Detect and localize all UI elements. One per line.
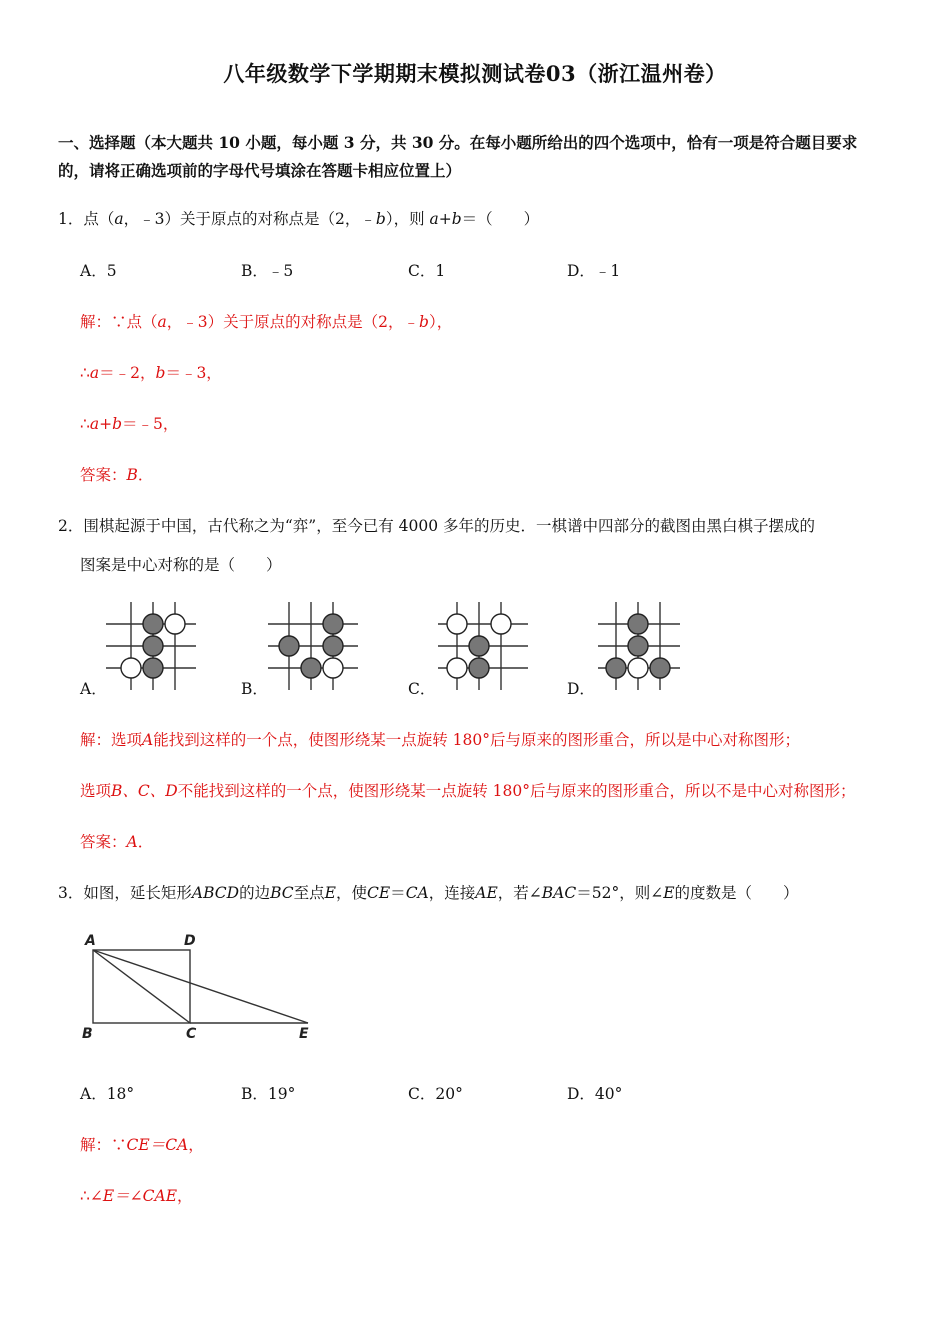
black-stone xyxy=(143,614,163,634)
q2-label-c: C． xyxy=(408,680,436,698)
q2-label-a: A． xyxy=(80,680,107,698)
black-stone xyxy=(143,636,163,656)
black-stone xyxy=(323,614,343,634)
go-figure-d xyxy=(592,600,692,692)
question-2-stem-line1: 2．围棋起源于中国，古代称之为“弈”，至今已有 4000 多年的历史．一棋谱中四部分的截图由黑白棋子摆成的 xyxy=(58,517,816,535)
q3-option-c: C．20° xyxy=(408,1085,463,1103)
white-stone xyxy=(447,614,467,634)
segment-ae xyxy=(93,950,308,1023)
q3-solution-line1: 解：∵CE＝CA， xyxy=(80,1136,204,1154)
white-stone xyxy=(491,614,511,634)
black-stone xyxy=(469,658,489,678)
question-number: 1． xyxy=(58,210,84,228)
go-figure-c xyxy=(432,600,532,692)
q1-option-d: D．﹣1 xyxy=(567,262,621,280)
question-number: 2． xyxy=(58,517,84,535)
black-stone xyxy=(606,658,626,678)
white-stone xyxy=(447,658,467,678)
rectangle-figure xyxy=(78,928,328,1043)
q2-label-b: B． xyxy=(241,680,268,698)
white-stone xyxy=(121,658,141,678)
section-heading-line1: 一、选择题（本大题共 10 小题，每小题 3 分，共 30 分。在每小题所给出的四个选项中，恰有一项是符合题目要求 xyxy=(58,133,858,152)
black-stone xyxy=(628,636,648,656)
point-label-c: C xyxy=(186,1026,197,1042)
q1-solution-line1: 解：∵点（a，﹣3）关于原点的对称点是（2，﹣b）， xyxy=(80,313,453,331)
go-figure-b xyxy=(262,600,362,692)
q3-option-d: D．40° xyxy=(567,1085,623,1103)
page-title: 八年级数学下学期期末模拟测试卷03（浙江温州卷） xyxy=(223,61,727,86)
white-stone xyxy=(628,658,648,678)
black-stone xyxy=(650,658,670,678)
question-3-stem: 3．如图，延长矩形ABCD的边BC至点E，使CE＝CA，连接AE，若∠BAC＝52°，则∠E的度数是（ ） xyxy=(58,884,799,902)
black-stone xyxy=(143,658,163,678)
question-number: 3． xyxy=(58,884,84,902)
q1-answer: 答案：B． xyxy=(80,466,154,484)
q1-solution-line2: ∴a＝﹣2，b＝﹣3， xyxy=(80,364,222,382)
black-stone xyxy=(628,614,648,634)
point-label-e: E xyxy=(299,1026,309,1042)
q2-solution-line2: 选项B、C、D不能找到这样的一个点，使图形绕某一点旋转 180°后与原来的图形重合，所以不是中心对称图形； xyxy=(80,782,856,800)
q2-answer: 答案：A． xyxy=(80,833,154,851)
q1-option-c: C．1 xyxy=(408,262,446,280)
black-stone xyxy=(301,658,321,678)
segment-ac xyxy=(93,950,190,1023)
section-heading-line2: 的，请将正确选项前的字母代号填涂在答题卡相应位置上） xyxy=(58,161,462,180)
q3-option-a: A．18° xyxy=(80,1085,135,1103)
q1-option-b: B．﹣5 xyxy=(241,262,294,280)
black-stone xyxy=(323,636,343,656)
question-1-stem: 1．点（a，﹣3）关于原点的对称点是（2，﹣b），则 a+b＝（ ） xyxy=(58,210,540,228)
q2-label-d: D． xyxy=(567,680,595,698)
q2-solution-line1: 解：选项A能找到这样的一个点，使图形绕某一点旋转 180°后与原来的图形重合，所以是中心对称图形； xyxy=(80,731,800,749)
question-2-stem-line2: 图案是中心对称的是（ ） xyxy=(80,556,282,574)
go-figure-a xyxy=(100,600,200,692)
black-stone xyxy=(279,636,299,656)
white-stone xyxy=(165,614,185,634)
q3-option-b: B．19° xyxy=(241,1085,296,1103)
black-stone xyxy=(469,636,489,656)
point-label-a: A xyxy=(85,933,96,949)
white-stone xyxy=(323,658,343,678)
q1-solution-line3: ∴a+b＝﹣5， xyxy=(80,415,179,433)
point-label-d: D xyxy=(184,933,196,949)
point-label-b: B xyxy=(82,1026,93,1042)
q1-option-a: A．5 xyxy=(80,262,117,280)
q3-solution-line2: ∴∠E＝∠CAE， xyxy=(80,1187,193,1205)
